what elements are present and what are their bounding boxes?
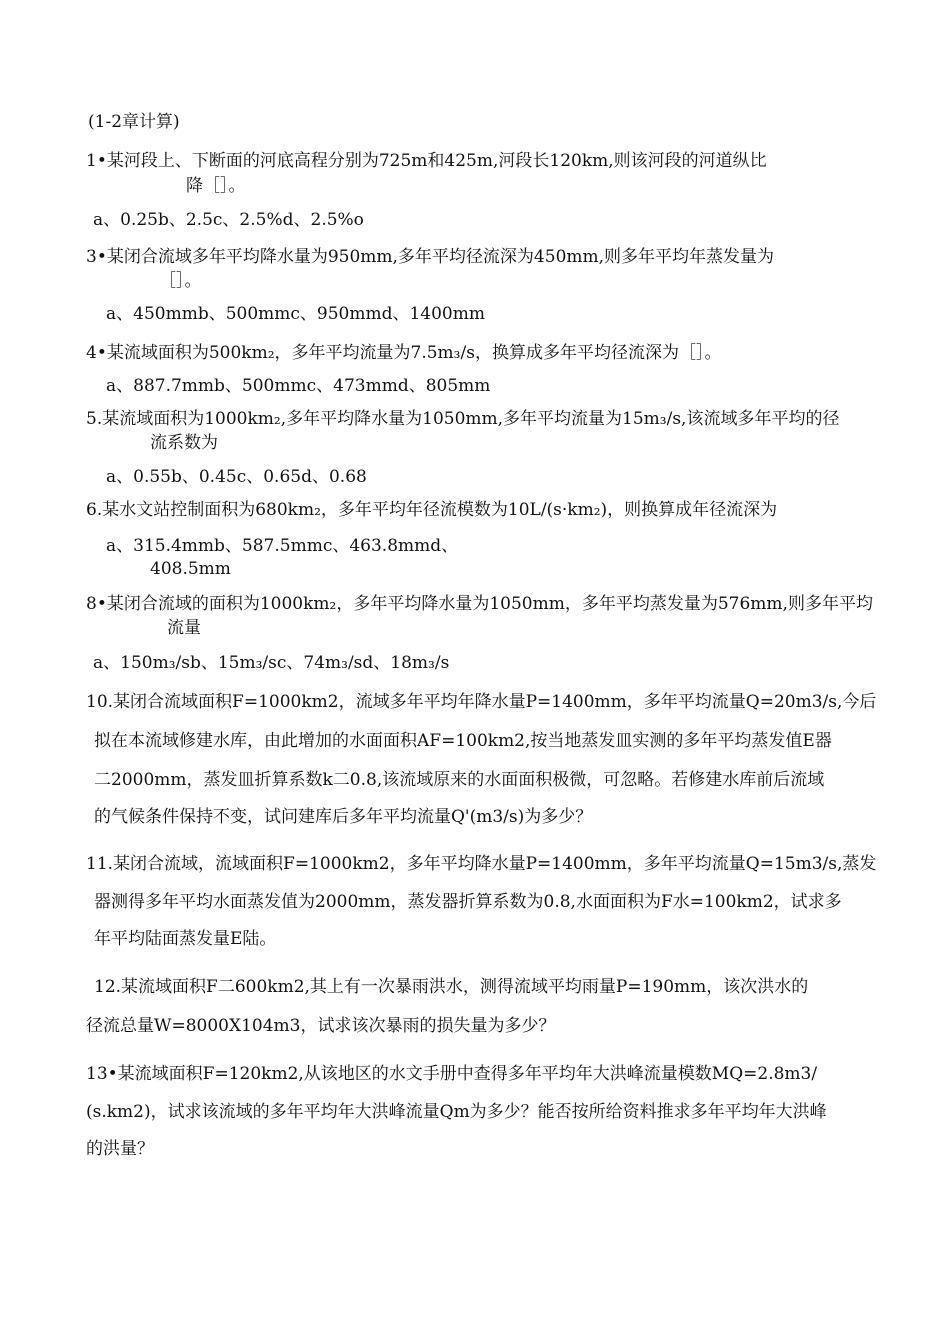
question-text: 11.某闭合流域，流域面积F=1000km2，多年平均降水量P=1400mm，多年平均流量Q=15m3/s,蒸发 xyxy=(86,854,877,874)
section-title: (1-2章计算) xyxy=(88,112,180,132)
question-text: 8•某闭合流域的面积为1000km₂，多年平均降水量为1050mm，多年平均蒸发量为576mm,则多年平均 xyxy=(86,594,873,614)
question-text: 径流总量W=8000X104m3，试求该次暴雨的损失量为多少？ xyxy=(86,1016,556,1036)
question-text: 拟在本流域修建水库，由此增加的水面面积AF=100km2,按当地蒸发皿实测的多年平均蒸发值E器 xyxy=(94,731,832,751)
answer-options: a、150m₃/sb、15m₃/sc、74m₃/sd、18m₃/s xyxy=(93,653,450,673)
question-text: (s.km2)，试求该流域的多年平均年大洪峰流量Qm为多少？能否按所给资料推求多年平均年大洪峰 xyxy=(86,1102,827,1122)
question-text: 4•某流域面积为500km₂，多年平均流量为7.5m₃/s，换算成多年平均径流深为［］。 xyxy=(86,343,722,363)
question-text: 降［］。 xyxy=(186,176,246,196)
question-text: 的气候条件保持不变，试问建库后多年平均流量Q'(m3/s)为多少？ xyxy=(94,807,593,827)
answer-options: a、0.55b、0.45c、0.65d、0.68 xyxy=(106,467,367,487)
question-text: 流系数为 xyxy=(150,433,218,453)
question-text: ［］。 xyxy=(159,271,202,291)
answer-options: a、887.7mmb、500mmc、473mmd、805mm xyxy=(106,376,491,396)
question-text: 6.某水文站控制面积为680km₂，多年平均年径流模数为10L/(s·km₂)，则换算成年径流深为 xyxy=(86,500,778,520)
question-text: 3•某闭合流域多年平均降水量为950mm,多年平均径流深为450mm,则多年平均年蒸发量为 xyxy=(86,247,775,267)
question-text: 的洪量？ xyxy=(86,1139,154,1159)
question-text: 流量 xyxy=(167,618,201,638)
question-text: 12.某流域面积F二600km2,其上有一次暴雨洪水，测得流域平均雨量P=190mm，该次洪水的 xyxy=(94,977,809,997)
question-text: 10.某闭合流域面积F=1000km2，流域多年平均年降水量P=1400mm，多年平均流量Q=20m3/s,今后 xyxy=(86,692,877,712)
answer-options: 408.5mm xyxy=(150,559,231,579)
answer-options: a、450mmb、500mmc、950mmd、1400mm xyxy=(106,304,485,324)
answer-options: a、315.4mmb、587.5mmc、463.8mmd、 xyxy=(106,536,459,556)
question-text: 器测得多年平均水面蒸发值为2000mm，蒸发器折算系数为0.8,水面面积为F水=100km2，试求多 xyxy=(94,892,842,912)
question-text: 二2000mm，蒸发皿折算系数k二0.8,该流域原来的水面面积极微，可忽略。若修建水库前后流域 xyxy=(94,770,825,790)
answer-options: a、0.25b、2.5c、2.5%d、2.5%o xyxy=(93,210,364,230)
question-text: 年平均陆面蒸发量E陆。 xyxy=(94,929,277,949)
question-text: 13•某流域面积F=120km2,从该地区的水文手册中查得多年平均年大洪峰流量模数MQ=2.8m3/ xyxy=(86,1064,818,1084)
question-text: 5.某流域面积为1000km₂,多年平均降水量为1050mm,多年平均流量为15m₃/s,该流域多年平均的径 xyxy=(86,409,840,429)
question-text: 1•某河段上、下断面的河底高程分别为725m和425m,河段长120km,则该河段的河道纵比 xyxy=(86,151,767,171)
